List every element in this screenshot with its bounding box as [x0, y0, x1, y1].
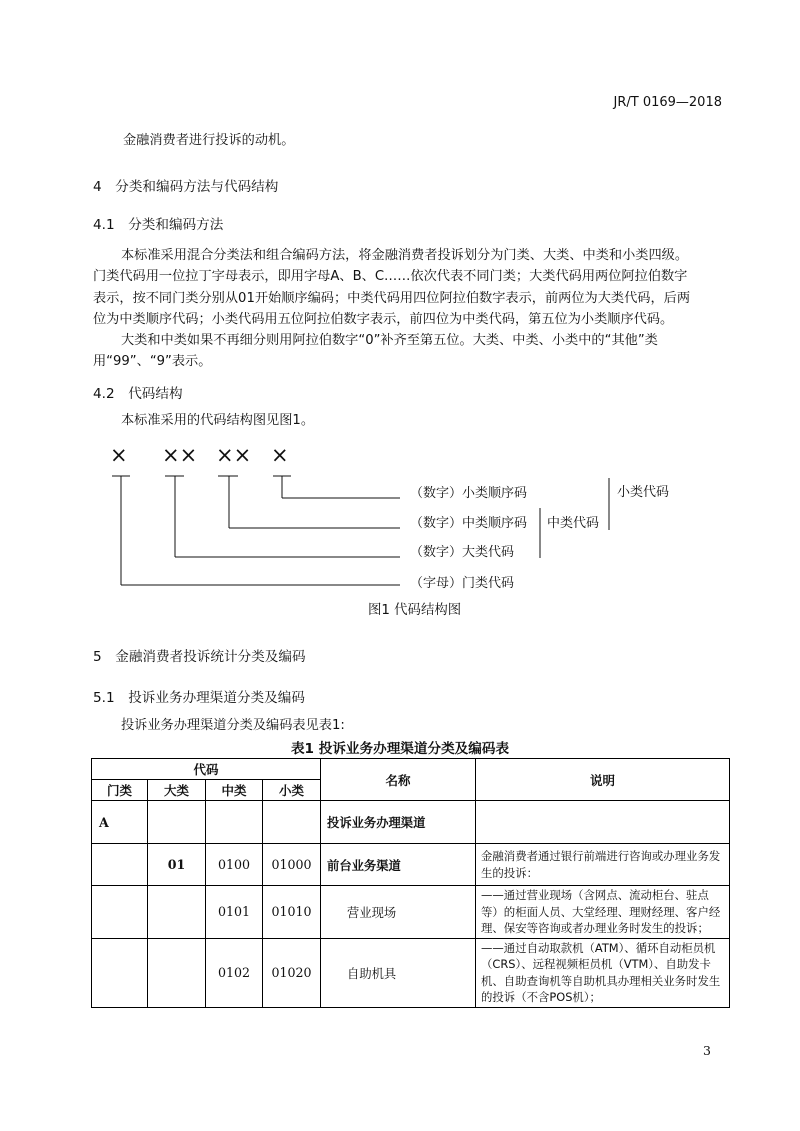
- header-small: 小类: [263, 780, 321, 801]
- header-door: 门类: [92, 780, 148, 801]
- cell-large: [148, 801, 206, 844]
- section-5-heading: 5 金融消费者投诉统计分类及编码: [93, 649, 306, 665]
- mark-door: ×: [110, 443, 128, 467]
- cell-name: 自助机具: [321, 938, 476, 1007]
- cell-mid: 0101: [206, 886, 263, 939]
- s41-p2-line-2: 用“99”、“9”表示。: [93, 354, 212, 369]
- section-5-1-heading: 5.1 投诉业务办理渠道分类及编码: [93, 690, 305, 706]
- s41-p1-line-3: 表示，按不同门类分别从01开始顺序编码；中类代码用四位阿拉伯数字表示，前两位为大类代码，后两: [93, 291, 691, 306]
- cell-large: 01: [148, 844, 206, 886]
- cell-mid: 0102: [206, 938, 263, 1007]
- cell-small: 01010: [263, 886, 321, 939]
- cell-desc: ——通过营业现场（含网点、流动柜台、驻点等）的柜面人员、大堂经理、理财经理、客户经理、保安等咨询或者办理业务时发生的投诉；: [476, 886, 730, 939]
- label-mid-code: 中类代码: [547, 516, 600, 531]
- mark-mid: ××: [216, 443, 252, 467]
- intro-line: 金融消费者进行投诉的动机。: [123, 133, 295, 148]
- cell-small: 01000: [263, 844, 321, 886]
- cell-mid: [206, 801, 263, 844]
- label-large: （数字）大类代码: [410, 545, 515, 560]
- code-structure-figure: [0, 435, 800, 625]
- cell-door: A: [92, 801, 148, 844]
- label-mid-seq: （数字）中类顺序码: [410, 516, 528, 531]
- cell-small: [263, 801, 321, 844]
- mark-large: ××: [162, 443, 198, 467]
- s41-p2-line-1: 大类和中类如果不再细分则用阿拉伯数字“0”补齐至第五位。大类、中类、小类中的“其他”类: [121, 333, 658, 348]
- s51-paragraph: 投诉业务办理渠道分类及编码表见表1:: [121, 718, 345, 733]
- cell-desc: 金融消费者通过银行前端进行咨询或办理业务发生的投诉：: [476, 844, 730, 886]
- header-desc: 说明: [476, 759, 730, 801]
- table-title: 表1 投诉业务办理渠道分类及编码表: [290, 741, 510, 757]
- s41-p1-line-2: 门类代码用一位拉丁字母表示，即用字母A、B、C……依次代表不同门类；大类代码用两位阿拉伯数字: [93, 269, 688, 284]
- s41-p1-line-1: 本标准采用混合分类法和组合编码方法，将金融消费者投诉划分为门类、大类、中类和小类四级。: [121, 248, 689, 263]
- section-4-heading: 4 分类和编码方法与代码结构: [93, 179, 279, 195]
- cell-desc: ——通过自动取款机（ATM）、循环自动柜员机（CRS）、远程视频柜员机（VTM）、自助发卡机、自助查询机等自助机具办理相关业务时发生的投诉（不含POS机）；: [476, 938, 730, 1007]
- header-code: 代码: [92, 759, 321, 780]
- cell-door: [92, 886, 148, 939]
- header-mid: 中类: [206, 780, 263, 801]
- cell-large: [148, 938, 206, 1007]
- document-number: JR/T 0169—2018: [613, 95, 722, 110]
- cell-name: 投诉业务办理渠道: [321, 801, 476, 844]
- cell-door: [92, 844, 148, 886]
- s41-p1-line-4: 位为中类顺序代码；小类代码用五位阿拉伯数字表示，前四位为中类代码，第五位为小类顺序代码。: [93, 312, 674, 327]
- table-row: [92, 886, 730, 939]
- cell-mid: 0100: [206, 844, 263, 886]
- table-row: [92, 844, 730, 886]
- mark-small: ×: [271, 443, 289, 467]
- header-large: 大类: [148, 780, 206, 801]
- cell-name: 前台业务渠道: [321, 844, 476, 886]
- label-small-code: 小类代码: [617, 485, 670, 500]
- cell-name: 营业现场: [321, 886, 476, 939]
- page-number: 3: [703, 1043, 711, 1058]
- label-small-seq: （数字）小类顺序码: [410, 486, 528, 501]
- table-row: [92, 938, 730, 1007]
- table-row: [92, 801, 730, 844]
- cell-door: [92, 938, 148, 1007]
- section-4-1-heading: 4.1 分类和编码方法: [93, 217, 224, 233]
- label-door: （字母）门类代码: [410, 576, 515, 591]
- cell-small: 01020: [263, 938, 321, 1007]
- cell-desc: [476, 801, 730, 844]
- figure-caption: 图1 代码结构图: [368, 603, 462, 618]
- s42-paragraph: 本标准采用的代码结构图见图1。: [121, 413, 315, 428]
- section-4-2-heading: 4.2 代码结构: [93, 386, 183, 402]
- cell-large: [148, 886, 206, 939]
- channel-classification-table: [91, 758, 730, 1008]
- header-name: 名称: [321, 759, 476, 801]
